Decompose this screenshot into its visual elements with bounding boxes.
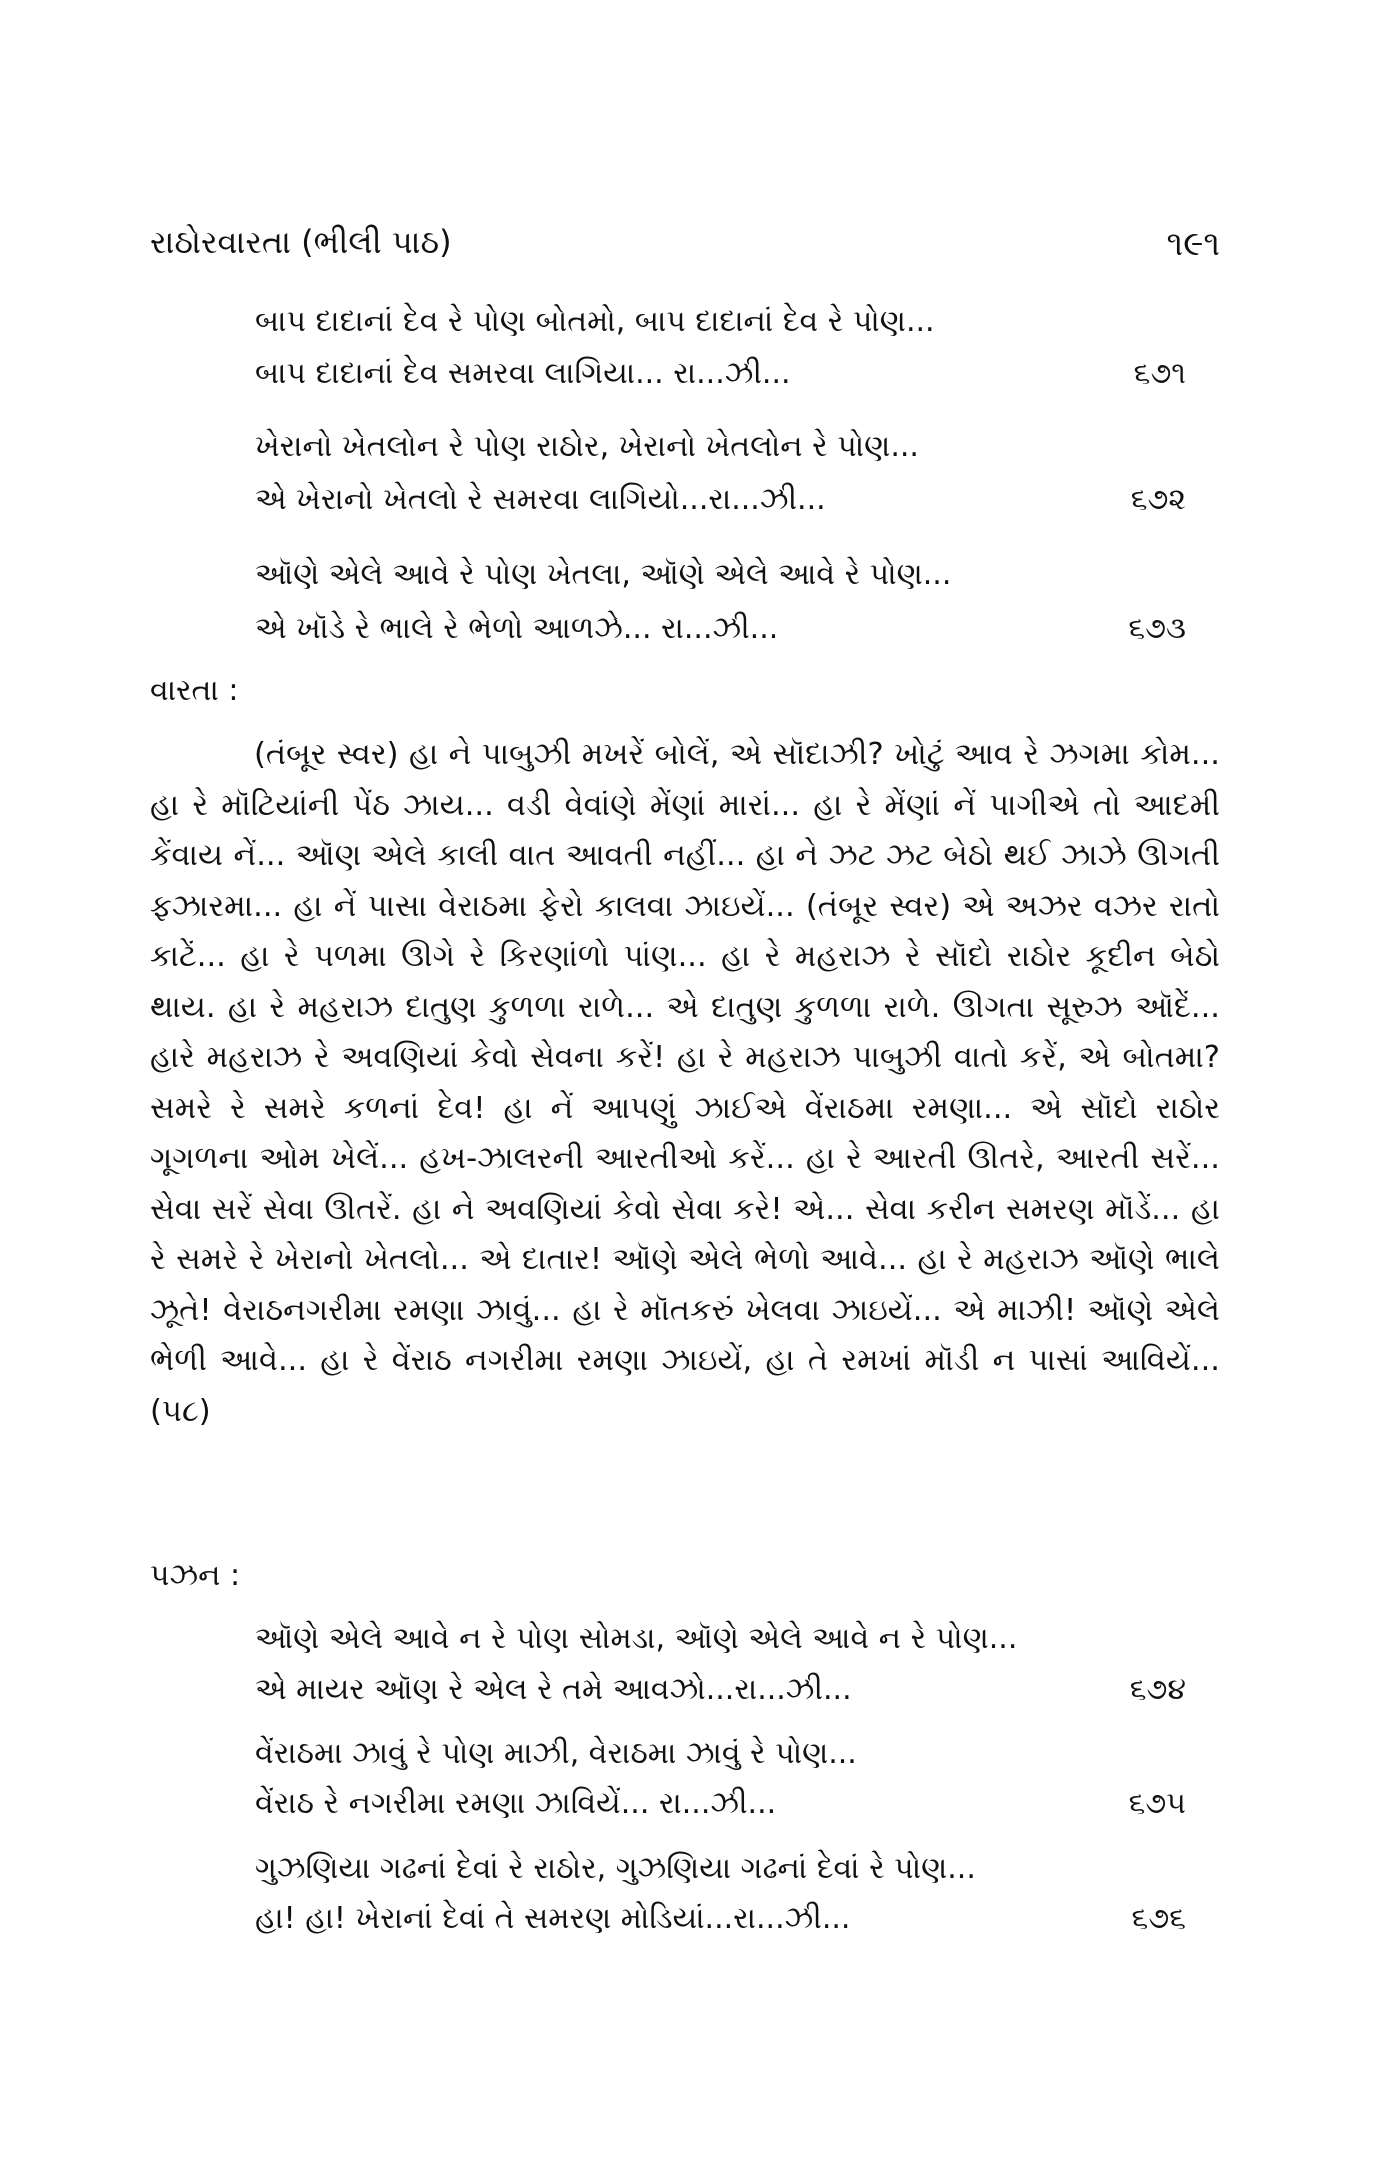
verse-number: ૬૭૬ [1131,1901,1186,1936]
verse-line: એ ખેરાનો ખેતલો રે સમરવા લાગિયો...રા...ઝી... [255,482,826,517]
verse-number: ૬૭૨ [1130,482,1186,517]
prose-paragraph: (તંબૂર સ્વર) હા ને પાબુઝી મખરેં બોલેં, એ સૉદાઝી? ખોટું આવ રે ઝગમા કોમ... હા રે મૉટિયાંની પેંઠ ઝાય... વડી વેવાંણે મેંણાં મારાં... હા રે મેંણાં નેં પાગીએ તો આદમી કેંવાય નેં... ઑણ એલે કાલી વાત આવતી નહીં... હા ને ઝટ ઝટ બેઠો થઈ ઝાઝે ઊગતી ફઝારમા... હા નેં પાસા વેરાઠમા ફેરો કાલવા ઝાઇયેં... (તંબૂર સ્વર) એ અઝર વઝર રાતો કાટેં... હા રે પળમા ઊગે રે કિરણાંળો પાંણ... હા રે મહરાઝ રે સૉદો રાઠોર કૂદીન બેઠો થાય. હા રે મહરાઝ દાતુણ કુળળા રાળે... એ દાતુણ કુળળા રાળે. ઊગતા સૂરુઝ ઑદેં... હારે મહરાઝ રે અવણિયાં કેવો સેવના કરેં! હા રે મહરાઝ પાબુઝી વાતો કરેં, એ બોતમા? સમરે રે સમરે કળનાં દેવ! હા નેં આપણું ઝાઈએ વેંરાઠમા રમણા... એ સૉદો રાઠોર ગૂગળના ઓમ ખેલેં... હખ-ઝાલરની આરતીઓ કરેં... હા રે આરતી ઊતરે, આરતી સરેં... સેવા સરેં સેવા ઊતરેં. હા ને અવણિયાં કેવો સેવા કરે! એ... સેવા કરીન સમરણ મૉડેં... હા રે સમરે રે ખેરાનો ખેતલો... એ દાતાર! ઑણે એલે ભેળો આવે... હા રે મહરાઝ ઑણે ભાલે ઝૂતે! વેરાઠનગરીમા રમણા ઝાવું... હા રે મૉતકરું ખેલવા ઝાઇયેં... એ માઝી! ઑણે એલે ભેળી આવે... હા રે વેંરાઠ નગરીમા રમણા ઝાઇયેં, હા તે રમખાં મૉડી ન પાસાં આવિયેં... (૫૮) [150,737,1220,1429]
verse-line: ઑણે એલે આવે રે પોણ ખેતલા, ઑણે એલે આવે રે પોણ... [255,557,952,592]
verse-number: ૬૭૧ [1133,356,1186,391]
verse-line: વેંરાઠ રે નગરીમા રમણા ઝાવિયેં... રા...ઝી... [255,1786,777,1821]
section-label-varta: વારતા : [150,673,239,708]
verse-number: ૬૭૪ [1129,1672,1186,1707]
section-label-pajan: પઝન : [150,1558,241,1593]
verse-number: ૬૭૫ [1128,1786,1186,1821]
verse-line: ગુઝણિયા ગઢનાં દેવાં રે રાઠોર, ગુઝણિયા ગઢનાં દેવાં રે પોણ... [255,1851,976,1886]
verse-line: બાપ દાદાનાં દેવ સમરવા લાગિયા... રા...ઝી... [255,356,791,391]
page-number: ૧૯૧ [1166,224,1220,264]
verse-number: ૬૭૩ [1128,611,1186,646]
running-title: રાઠોરવારતા (ભીલી પાઠ) [150,223,452,261]
verse-line: ખેરાનો ખેતલોન રે પોણ રાઠોર, ખેરાનો ખેતલોન રે પોણ... [255,429,919,464]
verse-line: એ માયર ઑણ રે એલ રે તમે આવઝો...રા...ઝી... [255,1672,852,1707]
verse-line: ઑણે એલે આવે ન રે પોણ સોમડા, ઑણે એલે આવે ન રે પોણ... [255,1621,1018,1656]
verse-line: વેંરાઠમા ઝાવું રે પોણ માઝી, વેરાઠમા ઝાવું રે પોણ... [255,1736,857,1771]
verse-line: એ ખૉડે રે ભાલે રે ભેળો આળઝે... રા...ઝી... [255,611,779,646]
verse-line: બાપ દાદાનાં દેવ રે પોણ બોતમો, બાપ દાદાનાં દેવ રે પોણ... [255,304,935,339]
verse-line: હા! હા! ખેરાનાં દેવાં તે સમરણ મોડિયાં...રા...ઝી... [255,1901,851,1936]
